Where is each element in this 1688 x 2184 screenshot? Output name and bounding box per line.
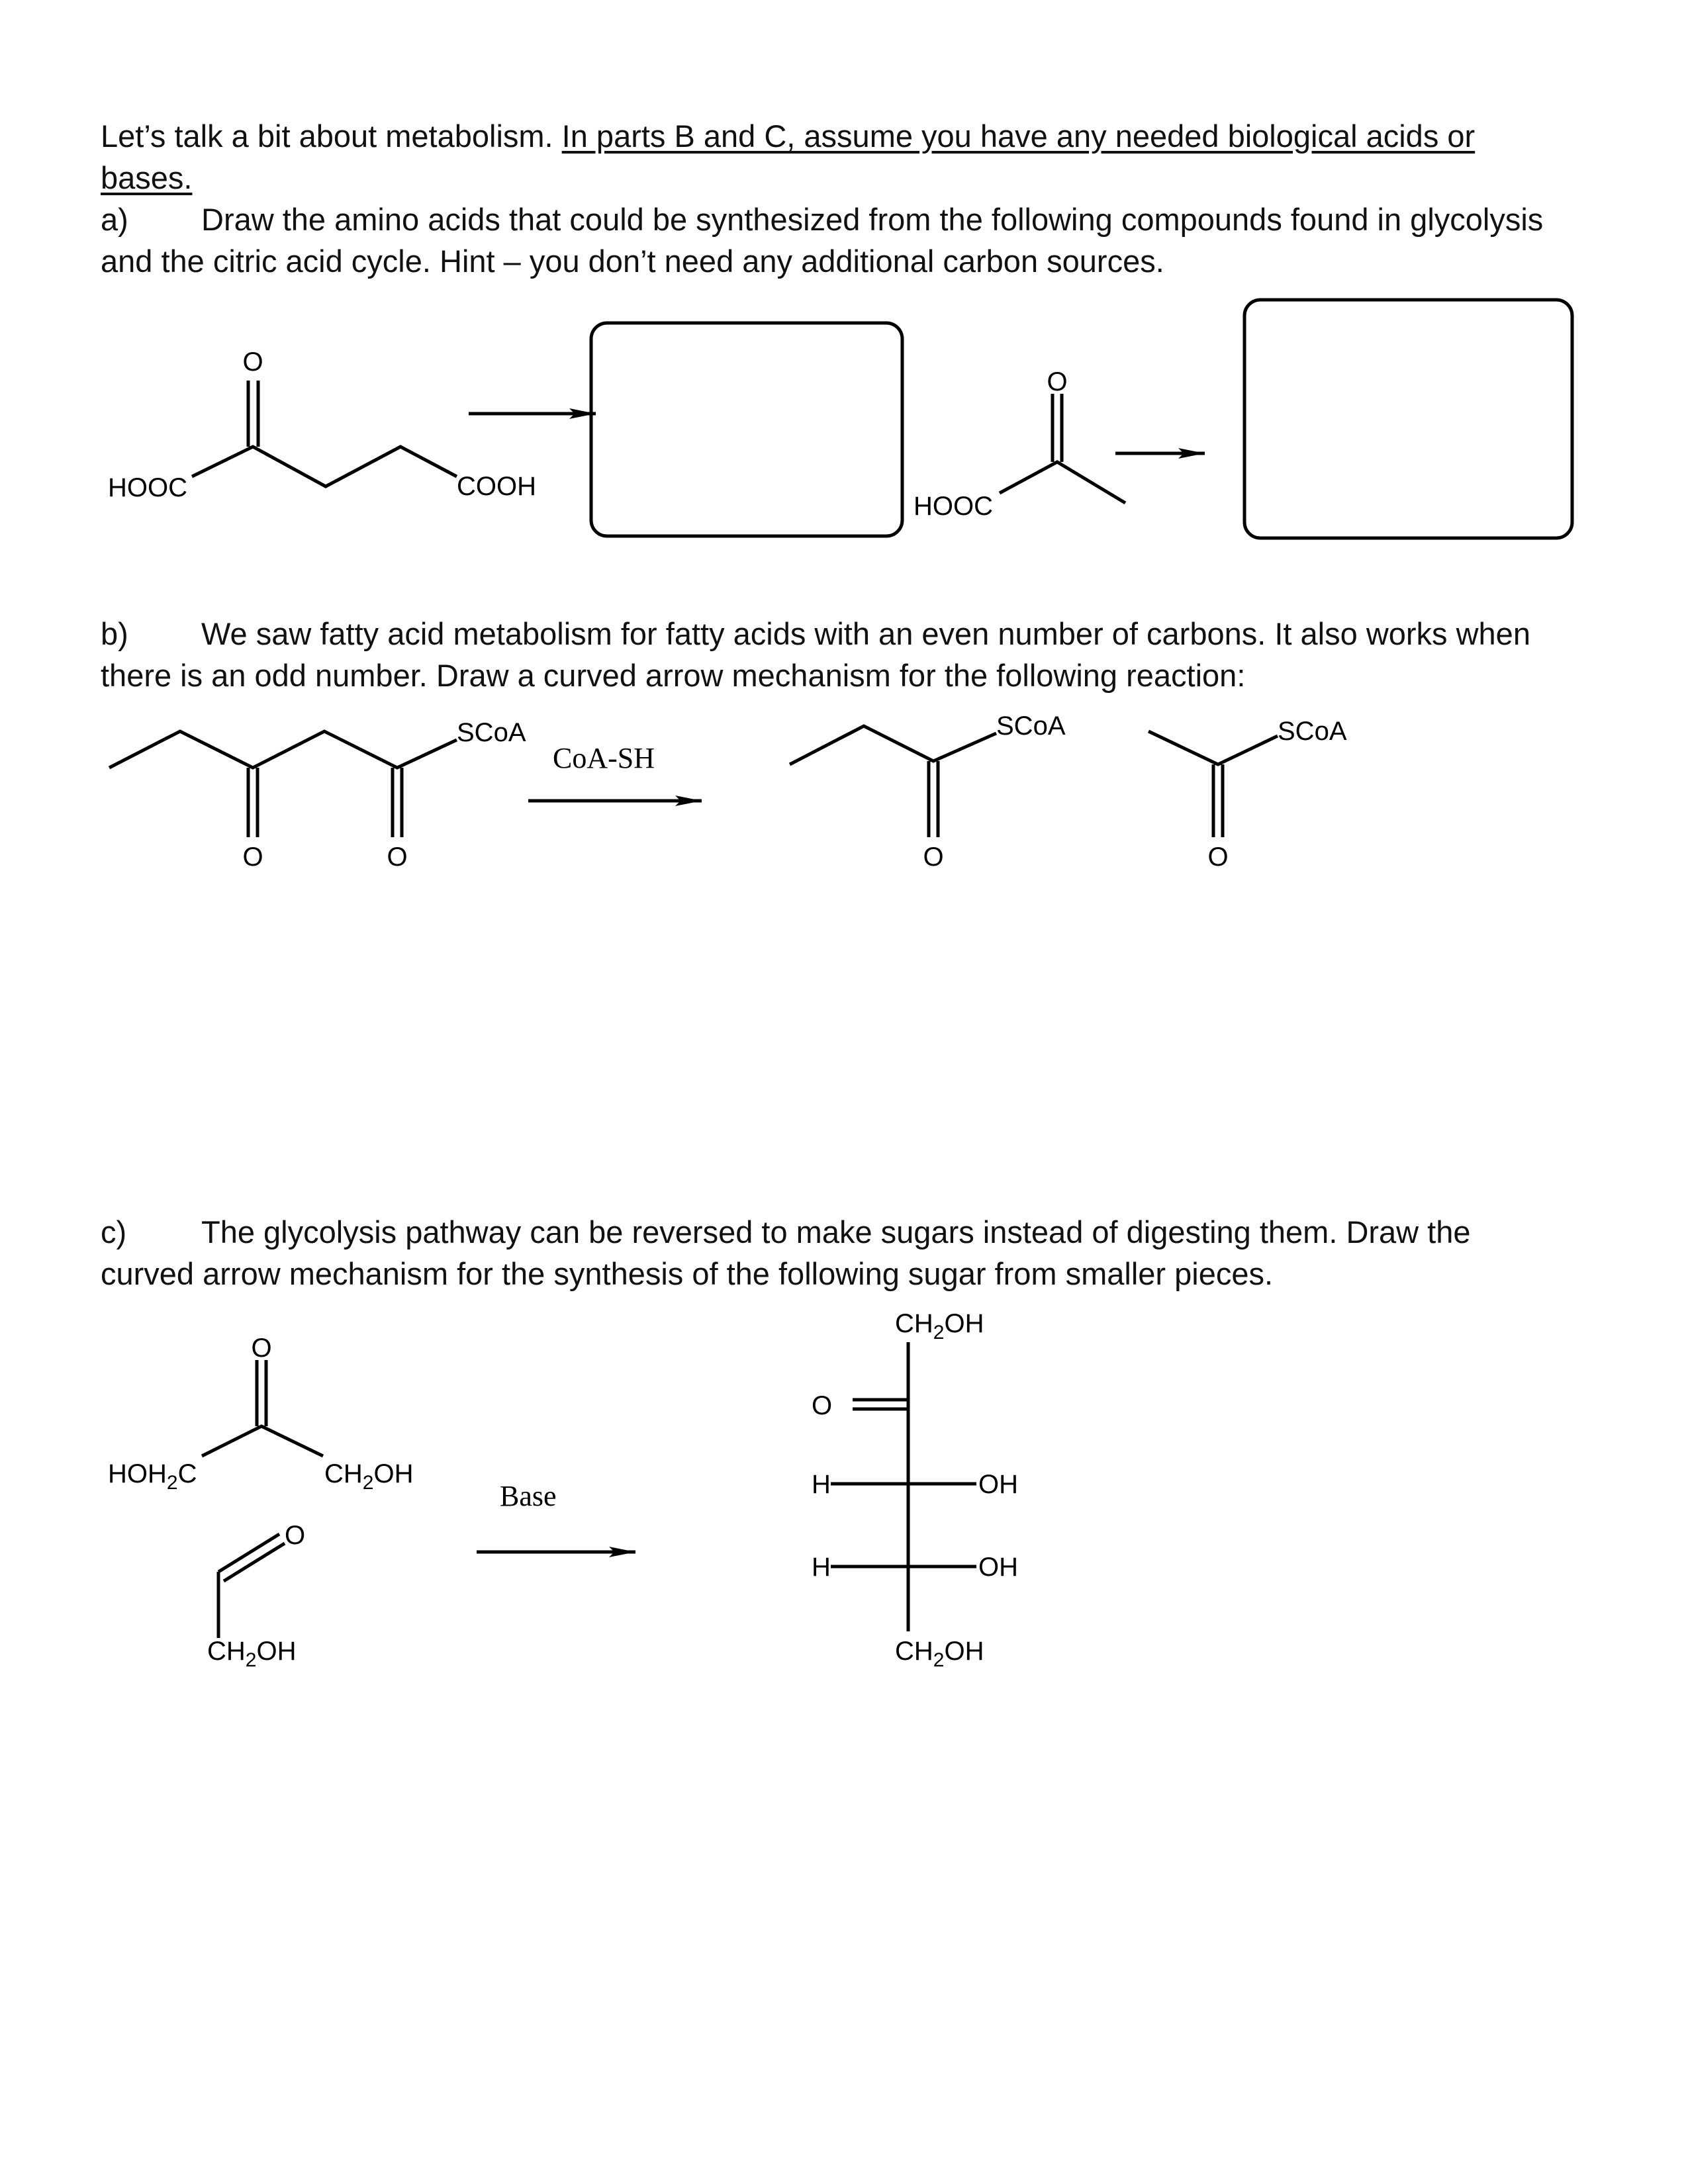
product2-oxygen: O xyxy=(1207,842,1229,872)
dhap-oxygen: O xyxy=(251,1334,272,1363)
gald-bottom-group: $CH_2OH$ xyxy=(207,1637,297,1671)
part-a-answer-box-2[interactable] xyxy=(1244,300,1572,538)
part-b-reactant xyxy=(109,718,526,872)
reactant-oxygen-2: O xyxy=(387,842,408,872)
part-a-label: a) xyxy=(101,202,128,237)
part-c-dhap xyxy=(108,1334,413,1494)
intro-text: Let’s talk a bit about metabolism. xyxy=(101,118,562,154)
mol1-oxygen: O xyxy=(242,347,263,377)
dhap-left-group: $HOH_2C$ xyxy=(108,1459,197,1494)
mol1-cooh: COOH xyxy=(457,472,536,501)
mol2-hooc: HOOC xyxy=(914,492,993,521)
fischer-top-group: $CH_2OH$ xyxy=(895,1309,984,1343)
fischer-h-2: H xyxy=(812,1553,831,1582)
reactant-oxygen-1: O xyxy=(242,842,263,872)
mol1-hooc: HOOC xyxy=(108,473,187,502)
part-c-label: c) xyxy=(101,1214,127,1250)
fischer-bottom-group: $CH_2OH$ xyxy=(895,1637,984,1671)
mol2-oxygen: O xyxy=(1047,367,1068,396)
part-b-product-2 xyxy=(1149,717,1347,872)
dhap-right-group: $CH_2OH$ xyxy=(324,1459,414,1494)
gald-oxygen: O xyxy=(285,1521,306,1550)
part-b-text: We saw fatty acid metabolism for fatty acids with an even number of carbons. It also works when there is an odd number. Draw a curved arrow mechanism for the following reaction: xyxy=(101,616,1530,693)
part-b-reagent: CoA-SH xyxy=(553,742,655,774)
mol2-backbone xyxy=(1000,462,1125,503)
fischer-oh-2: OH xyxy=(978,1553,1018,1582)
dhap-backbone xyxy=(202,1426,323,1456)
reactant-backbone xyxy=(109,731,457,768)
product2-scoa: SCoA xyxy=(1278,717,1347,746)
fischer-oh-1: OH xyxy=(978,1470,1018,1499)
intro-underlined-text: In parts B and C, assume you have any needed biological acids or bases. xyxy=(101,118,1476,195)
product1-oxygen: O xyxy=(923,842,944,872)
product1-backbone xyxy=(790,726,996,764)
product2-backbone xyxy=(1149,731,1278,764)
fischer-oxygen: O xyxy=(812,1391,833,1420)
part-a-molecule-2 xyxy=(914,367,1125,521)
part-b-product-1 xyxy=(790,711,1066,872)
part-b-label: b) xyxy=(101,616,128,651)
part-a-text: Draw the amino acids that could be synthesized from the following compounds found in glycolysis and the citric acid cycle. Hint – you don’t need any additional carbon sources. xyxy=(101,202,1544,279)
part-c-reagent: Base xyxy=(500,1480,557,1512)
part-c-text: The glycolysis pathway can be reversed to make sugars instead of digesting them. Draw the curved arrow mechanism for the synthesis of the following sugar from smaller pieces. xyxy=(101,1214,1471,1291)
part-a-molecule-1 xyxy=(108,347,536,502)
part-c-fischer-projection xyxy=(812,1309,1018,1671)
product1-scoa: SCoA xyxy=(996,711,1066,741)
part-a-answer-box-1[interactable] xyxy=(591,323,902,536)
fischer-h-1: H xyxy=(812,1470,831,1499)
mol1-backbone xyxy=(192,447,457,486)
reactant-scoa: SCoA xyxy=(457,718,526,747)
part-c-glyceraldehyde xyxy=(207,1521,305,1671)
